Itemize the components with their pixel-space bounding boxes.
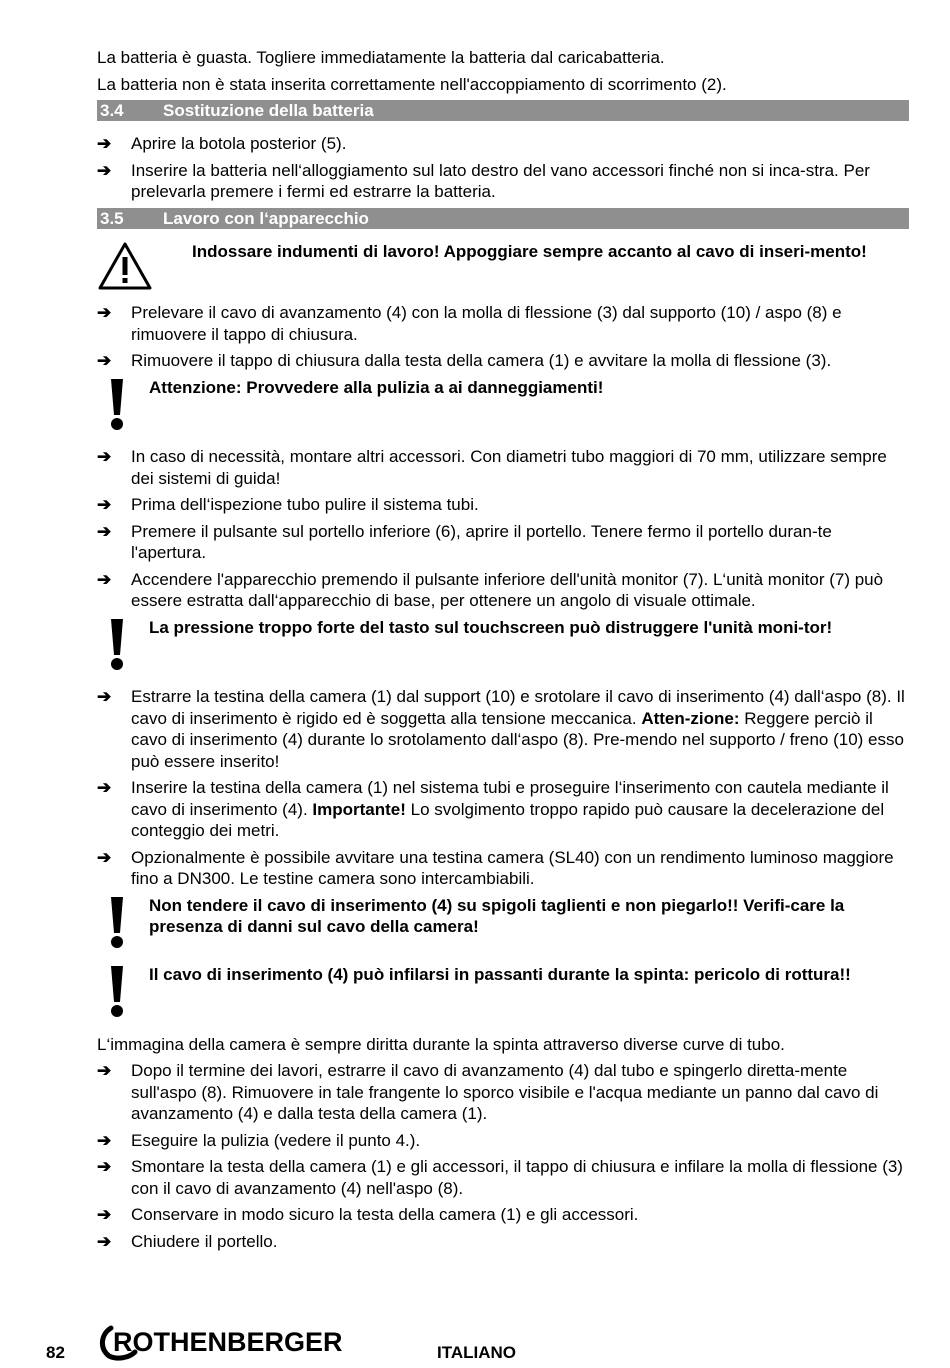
attention-text: La pressione troppo forte del tasto sul touchscreen può distruggere l'unità moni-tor!	[149, 617, 833, 637]
list-item: ➔ Estrarre la testina della camera (1) dal support (10) e srotolare il cavo di inserimento (4) dall‘aspo (8). Il cavo di inserimento è rigido ed è soggetta alla tensione meccanica. Atten-zione: Reggere perciò il cavo di inserimento (4) durante lo srotolamento dall‘aspo (8). Pre-mendo nel supporto / freno (10) esso può essere inserito!	[97, 687, 905, 771]
list-item: ➔ Dopo il termine dei lavori, estrarre il cavo di avanzamento (4) dal tubo e spingerlo diretta-mente sull'aspo (8). Rimuovere in tale frangente lo sporco visibile e l'acqua mediante un panno dal cavo di avanzamento (4) e dalla testa della camera (1).	[97, 1061, 879, 1123]
brand-name: ROTHENBERGER	[113, 1327, 343, 1357]
section-heading-3-4	[97, 100, 909, 121]
arrow-right-icon: ➔	[97, 778, 112, 797]
attention-block	[97, 895, 909, 955]
page-number: 82	[46, 1343, 65, 1362]
list-item: ➔ Aprire la botola posterior (5).	[97, 134, 347, 153]
document-body	[97, 47, 909, 1257]
arrow-right-icon: ➔	[97, 521, 112, 541]
list-item: ➔ Prelevare il cavo di avanzamento (4) con la molla di flessione (3) dal supporto (10) / aspo (8) e rimuovere il tappo di chiusura.	[97, 303, 842, 344]
arrow-right-icon: ➔	[97, 687, 112, 706]
exclamation-icon	[97, 617, 149, 677]
attention-block	[97, 377, 909, 437]
section-heading-3-5	[97, 208, 909, 229]
section-title: Sostituzione della batteria	[163, 101, 374, 120]
list-item: ➔ In caso di necessità, montare altri accessori. Con diametri tubo maggiori di 70 mm, utilizzare sempre dei sistemi di guida!	[97, 447, 887, 488]
attention-block	[97, 964, 909, 1024]
list-item: ➔ Accendere l'apparecchio premendo il pulsante inferiore dell'unità monitor (7). L‘unità monitor (7) può essere estratta dall‘apparecchio di base, per ottenere un angolo di visuale ottimale.	[97, 569, 884, 610]
section-title: Lavoro con l‘apparecchio	[163, 208, 369, 228]
arrow-right-icon: ➔	[97, 1205, 112, 1224]
list-item: ➔ Eseguire la pulizia (vedere il punto 4.).	[97, 1130, 421, 1150]
warning-triangle-icon	[97, 241, 192, 297]
arrow-right-icon: ➔	[97, 351, 112, 370]
section-number: 3.4	[100, 101, 124, 120]
arrow-right-icon: ➔	[97, 303, 112, 322]
list-item: ➔ Smontare la testa della camera (1) e gli accessori, il tappo di chiusura e infilare la molla di flessione (3) con il cavo di avanzamento (4) nell'aspo (8).	[97, 1157, 903, 1198]
list-item: ➔ Rimuovere il tappo di chiusura dalla testa della camera (1) e avvitare la molla di flessione (3).	[97, 351, 832, 370]
intro-line-2: La batteria non è stata inserita correttamente nell'accoppiamento di scorrimento (2).	[97, 74, 727, 94]
list-item: ➔ Opzionalmente è possibile avvitare una testina camera (SL40) con un rendimento luminoso maggiore fino a DN300. Le testine camera sono intercambiabili.	[97, 847, 894, 888]
arrow-right-icon: ➔	[97, 160, 112, 180]
arrow-right-icon: ➔	[97, 1231, 112, 1251]
attention-text: Il cavo di inserimento (4) può infilarsi in passanti durante la spinta: pericolo di rottura!!	[149, 965, 851, 984]
section-number: 3.5	[100, 208, 124, 228]
arrow-right-icon: ➔	[97, 1130, 112, 1150]
attention-block	[97, 617, 909, 677]
arrow-right-icon: ➔	[97, 847, 112, 867]
arrow-right-icon: ➔	[97, 495, 112, 514]
exclamation-icon	[97, 964, 149, 1024]
intro-line-1: La batteria è guasta. Togliere immediatamente la batteria dal caricabatteria.	[97, 48, 665, 67]
warning-text: Indossare indumenti di lavoro! Appoggiare sempre accanto al cavo di inseri-mento!	[192, 241, 867, 261]
plain-paragraph: L‘immagina della camera è sempre diritta durante la spinta attraverso diverse curve di tubo.	[97, 1034, 785, 1054]
exclamation-icon	[97, 377, 149, 437]
arrow-right-icon: ➔	[97, 1157, 112, 1176]
list-item: ➔ Inserire la testina della camera (1) nel sistema tubi e proseguire l‘inserimento con cautela mediante il cavo di inserimento (4). Importante! Lo svolgimento troppo rapido può causare la decelerazione del conteggio dei metri.	[97, 778, 889, 840]
language-label: ITALIANO	[437, 1343, 517, 1362]
list-item: ➔ Prima dell‘ispezione tubo pulire il sistema tubi.	[97, 495, 479, 514]
list-item: ➔ Conservare in modo sicuro la testa della camera (1) e gli accessori.	[97, 1205, 639, 1224]
list-item: ➔ Chiudere il portello.	[97, 1231, 278, 1251]
attention-text: Attenzione: Provvedere alla pulizia a ai danneggiamenti!	[149, 377, 604, 397]
arrow-right-icon: ➔	[97, 1061, 112, 1080]
warning-block	[97, 241, 909, 297]
arrow-right-icon: ➔	[97, 447, 112, 466]
brand-logo	[95, 1322, 355, 1368]
list-item: ➔ Premere il pulsante sul portello inferiore (6), aprire il portello. Tenere fermo il portello duran-te l'apertura.	[97, 521, 832, 562]
list-item: ➔ Inserire la batteria nell‘alloggiamento sul lato destro del vano accessori finché non si inca-stra. Per prelevarla premere i fermi ed estrarre la batteria.	[97, 160, 870, 201]
arrow-right-icon: ➔	[97, 569, 112, 589]
exclamation-icon	[97, 895, 149, 955]
attention-text: Non tendere il cavo di inserimento (4) su spigoli taglienti e non piegarlo!! Verifi-care la presenza di danni sul cavo della camera!	[149, 895, 845, 936]
arrow-right-icon: ➔	[97, 134, 112, 153]
